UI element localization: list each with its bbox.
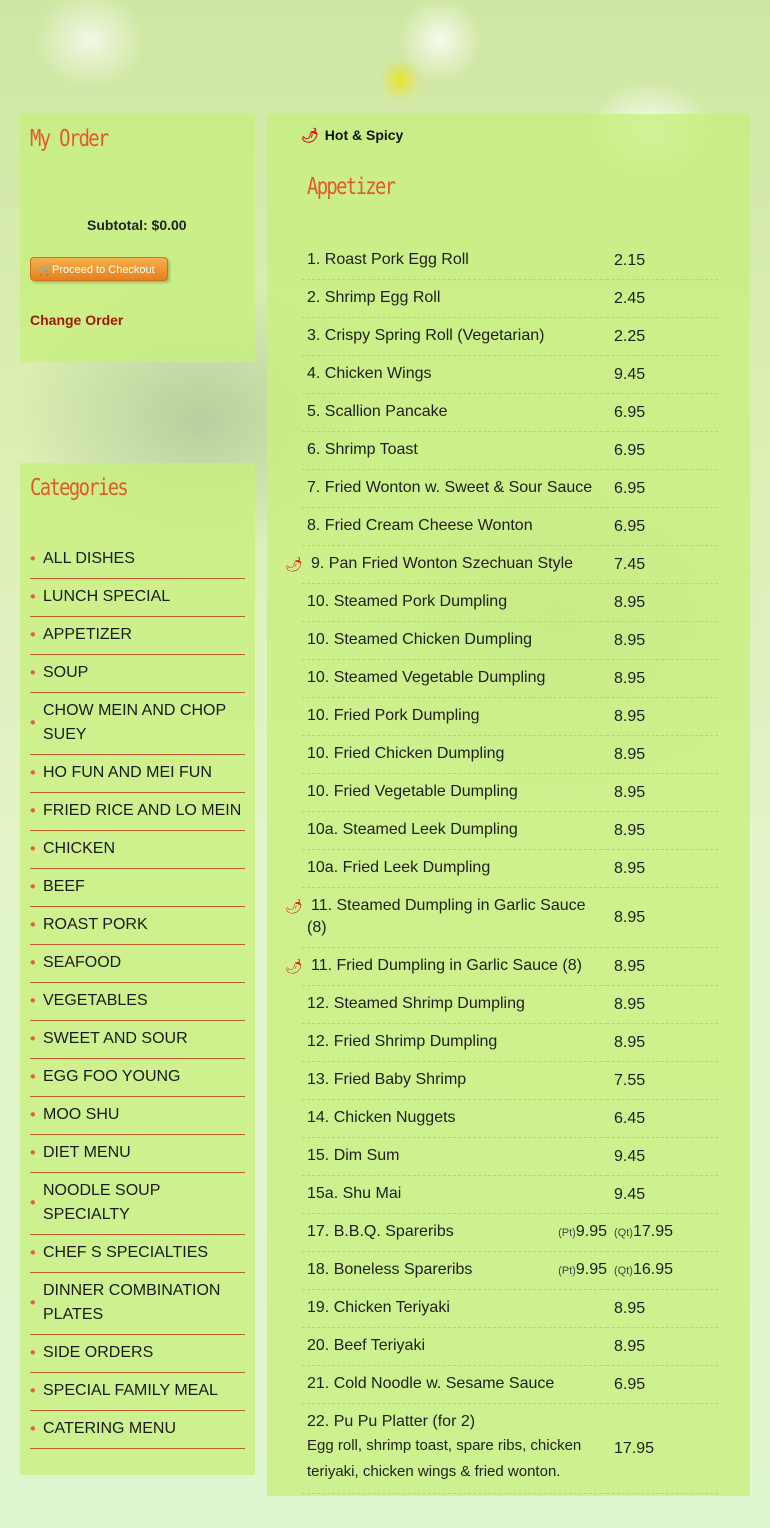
menu-item-price-cell (607, 1252, 718, 1290)
category-item[interactable]: • FRIED RICE AND LO MEIN (30, 793, 245, 831)
pint-price-value: 9.95 (575, 1261, 607, 1278)
menu-item-name-wrap (307, 629, 607, 651)
menu-item-name-cell (302, 736, 607, 774)
menu-item-name-cell (285, 546, 607, 584)
menu-item-price: 7.45 (614, 555, 646, 573)
menu-item-row[interactable] (302, 812, 718, 850)
menu-item-price: 17.95 (614, 1439, 655, 1457)
menu-item-price: 8.95 (614, 1337, 646, 1355)
menu-item-price: 8.95 (614, 957, 646, 975)
chili-pepper-icon: 🌶 (285, 556, 303, 572)
menu-item-price: 8.95 (614, 821, 646, 839)
menu-item-price: 8.95 (614, 669, 646, 687)
menu-item-price-cell (607, 318, 718, 356)
menu-item-price: 8.95 (614, 593, 646, 611)
menu-item-price-cell (607, 394, 718, 432)
category-item[interactable]: • CHEF S SPECIALTIES (30, 1235, 245, 1273)
menu-item-row[interactable] (302, 1100, 718, 1138)
menu-item-price-cell (607, 1328, 718, 1366)
menu-item-name: 2. Shrimp Egg Roll (307, 289, 441, 306)
hot-spicy-legend (301, 127, 403, 144)
menu-item-row[interactable] (302, 736, 718, 774)
menu-item-name: 6. Shrimp Toast (307, 441, 418, 458)
menu-item-name-cell (302, 850, 607, 888)
menu-item-name-cell (302, 584, 607, 622)
menu-item-price: 6.95 (614, 479, 646, 497)
menu-item-name: 20. Beef Teriyaki (307, 1337, 425, 1354)
menu-item-price: 8.95 (614, 1033, 646, 1051)
menu-item-price-cell (607, 508, 718, 546)
menu-item-price-cell (607, 432, 718, 470)
menu-item-price: 8.95 (614, 631, 646, 649)
menu-item-name-cell (302, 1404, 607, 1494)
menu-item-price-cell (607, 622, 718, 660)
menu-item-name-cell (302, 1024, 607, 1062)
menu-table (285, 242, 718, 1494)
menu-item-name: 10. Fried Chicken Dumpling (307, 745, 505, 762)
category-item[interactable]: • EGG FOO YOUNG (30, 1059, 245, 1097)
menu-panel (267, 114, 750, 1496)
menu-item-row[interactable] (302, 280, 718, 318)
menu-item-price-cell (607, 1404, 718, 1494)
quart-label: (Qt) (614, 1227, 633, 1239)
menu-item-name-wrap (307, 401, 607, 423)
menu-item-name-wrap (307, 1411, 607, 1485)
section-title: Appetizer (307, 174, 395, 200)
category-item[interactable]: • CHICKEN (30, 831, 245, 869)
category-item[interactable]: • NOODLE SOUP SPECIALTY (30, 1173, 245, 1235)
menu-item-name-cell (302, 1100, 607, 1138)
menu-item-name: 9. Pan Fried Wonton Szechuan Style (311, 555, 574, 572)
menu-item-price-cell (607, 850, 718, 888)
menu-item-price: 6.95 (614, 403, 646, 421)
category-item[interactable]: • DIET MENU (30, 1135, 245, 1173)
menu-item-name: 15a. Shu Mai (307, 1185, 402, 1202)
menu-item-name-wrap (285, 955, 607, 977)
category-item[interactable]: • ROAST PORK (30, 907, 245, 945)
category-item[interactable]: • MOO SHU (30, 1097, 245, 1135)
menu-item-price: 6.95 (614, 1375, 646, 1393)
menu-item-name-cell (302, 356, 607, 394)
menu-item-row[interactable] (302, 774, 718, 812)
menu-item-name: 5. Scallion Pancake (307, 403, 448, 420)
menu-item-price: 2.45 (614, 289, 646, 307)
category-item[interactable]: • VEGETABLES (30, 983, 245, 1021)
menu-item-row[interactable] (302, 508, 718, 546)
menu-item-price-cell (607, 584, 718, 622)
pint-price (558, 1259, 607, 1282)
menu-item-name-wrap (307, 1221, 607, 1243)
menu-item-name-wrap (285, 553, 607, 575)
menu-item-price-cell (607, 698, 718, 736)
menu-item-price-cell (607, 1366, 718, 1404)
menu-item-row[interactable] (302, 850, 718, 888)
category-item[interactable]: • DINNER COMBINATION PLATES (30, 1273, 245, 1335)
menu-item-name-cell (302, 432, 607, 470)
menu-item-price: 17.95 (632, 1223, 673, 1240)
menu-item-name-wrap (307, 477, 607, 499)
menu-item-name-cell (302, 660, 607, 698)
menu-item-name-wrap (307, 515, 607, 537)
menu-item-row[interactable] (302, 986, 718, 1024)
category-list (30, 541, 245, 1449)
menu-item-row[interactable] (302, 242, 718, 280)
menu-item-name-cell (302, 698, 607, 736)
menu-item-row[interactable] (302, 948, 718, 986)
menu-item-name-cell (302, 622, 607, 660)
category-item[interactable]: • LUNCH SPECIAL (30, 579, 245, 617)
proceed-to-checkout-button[interactable] (30, 257, 168, 281)
menu-item-name-wrap (307, 287, 607, 309)
menu-item-price: 16.95 (632, 1261, 673, 1278)
menu-item-price: 9.45 (614, 1185, 646, 1203)
menu-item-price: 8.95 (614, 859, 646, 877)
menu-item-price-cell (607, 1024, 718, 1062)
menu-item-row[interactable] (302, 1366, 718, 1404)
menu-item-price: 8.95 (614, 1299, 646, 1317)
chili-pepper-icon: 🌶 (301, 127, 319, 143)
menu-item-price-cell (607, 1290, 718, 1328)
category-item[interactable]: • BEEF (30, 869, 245, 907)
menu-item-name: 7. Fried Wonton w. Sweet & Sour Sauce (307, 479, 593, 496)
menu-item-description: Egg roll, shrimp toast, spare ribs, chicken teriyaki, chicken wings & fried wonton. (307, 1437, 582, 1480)
menu-item-price-cell (607, 1176, 718, 1214)
menu-item-price-cell (607, 948, 718, 986)
menu-item-name-cell (302, 242, 607, 280)
category-item[interactable]: • SEAFOOD (30, 945, 245, 983)
menu-item-price: 8.95 (614, 908, 646, 926)
menu-item-row[interactable] (302, 394, 718, 432)
menu-item-price-cell (607, 660, 718, 698)
menu-item-name-wrap (307, 1107, 607, 1129)
categories-panel (20, 463, 255, 1475)
menu-item-name: 21. Cold Noodle w. Sesame Sauce (307, 1375, 555, 1392)
legend-label: Hot & Spicy (324, 127, 404, 143)
menu-item-name-cell (302, 1366, 607, 1404)
menu-item-name-wrap (285, 895, 607, 939)
pint-price (558, 1221, 607, 1244)
menu-item-name-wrap (307, 1373, 607, 1395)
menu-item-row[interactable] (302, 1138, 718, 1176)
chili-pepper-icon: 🌶 (285, 958, 303, 974)
menu-item-name-cell (302, 470, 607, 508)
menu-item-name-cell (302, 1138, 607, 1176)
menu-item-name-wrap (307, 781, 607, 803)
pint-price-value: 9.95 (575, 1223, 607, 1240)
menu-item-name-cell (302, 508, 607, 546)
menu-item-price: 2.15 (614, 251, 646, 269)
menu-item-price: 6.95 (614, 517, 646, 535)
menu-item-name-cell (302, 812, 607, 850)
menu-item-name-wrap (307, 667, 607, 689)
menu-item-price: 2.25 (614, 327, 646, 345)
menu-item-name: 11. Steamed Dumpling in Garlic Sauce (8) (307, 897, 586, 936)
menu-item-name-wrap (307, 857, 607, 879)
menu-item-price-cell (607, 1214, 718, 1252)
menu-item-row[interactable] (302, 432, 718, 470)
menu-item-row[interactable] (302, 698, 718, 736)
category-item[interactable]: • ALL DISHES (30, 541, 245, 579)
menu-item-row[interactable] (302, 356, 718, 394)
menu-item-name-wrap (307, 705, 607, 727)
menu-item-name: 4. Chicken Wings (307, 365, 432, 382)
categories-title: Categories (30, 475, 128, 501)
menu-item-name-cell (285, 948, 607, 986)
menu-item-price-cell (607, 242, 718, 280)
menu-item-name: 8. Fried Cream Cheese Wonton (307, 517, 533, 534)
menu-item-name: 22. Pu Pu Platter (for 2) (307, 1413, 476, 1430)
menu-item-price-cell (607, 1138, 718, 1176)
pint-label: (Pt) (558, 1265, 576, 1277)
menu-item-name-cell (302, 1328, 607, 1366)
menu-item-name: 10. Steamed Vegetable Dumpling (307, 669, 546, 686)
chili-pepper-icon: 🌶 (285, 898, 303, 914)
menu-item-name-wrap (307, 1145, 607, 1167)
menu-item-row[interactable] (302, 660, 718, 698)
menu-item-name: 11. Fried Dumpling in Garlic Sauce (8) (311, 957, 582, 974)
menu-item-row[interactable] (302, 622, 718, 660)
menu-item-price: 8.95 (614, 783, 646, 801)
menu-item-price-cell (607, 812, 718, 850)
menu-item-row[interactable] (302, 1062, 718, 1100)
category-item[interactable]: • CHOW MEIN AND CHOP SUEY (30, 693, 245, 755)
menu-item-price: 9.45 (614, 365, 646, 383)
menu-item-name-cell (302, 774, 607, 812)
menu-item-price: 6.45 (614, 1109, 646, 1127)
category-item[interactable]: • APPETIZER (30, 617, 245, 655)
menu-item-price: 9.45 (614, 1147, 646, 1165)
menu-item-name: 15. Dim Sum (307, 1147, 400, 1164)
menu-item-name-wrap (307, 993, 607, 1015)
menu-item-row[interactable] (302, 1176, 718, 1214)
menu-item-name-wrap (307, 439, 607, 461)
menu-item-name-wrap (307, 591, 607, 613)
menu-item-name-wrap (307, 325, 607, 347)
cart-icon: 🛒 (39, 264, 53, 276)
category-item[interactable]: • CATERING MENU (30, 1411, 245, 1449)
menu-item-row[interactable] (302, 1252, 718, 1290)
menu-item-price-cell (607, 986, 718, 1024)
menu-item-name-wrap (307, 1183, 607, 1205)
menu-item-price-cell (607, 736, 718, 774)
change-order-link[interactable]: Change Order (30, 312, 124, 328)
menu-item-row[interactable] (302, 1328, 718, 1366)
menu-item-name-wrap (307, 249, 607, 271)
category-item[interactable]: • SOUP (30, 655, 245, 693)
menu-item-name-cell (285, 888, 607, 948)
menu-item-name: 10. Steamed Pork Dumpling (307, 593, 508, 610)
menu-item-row[interactable] (302, 888, 718, 948)
menu-item-price-cell (607, 1100, 718, 1138)
menu-item-name: 3. Crispy Spring Roll (Vegetarian) (307, 327, 545, 344)
menu-item-name-cell (302, 318, 607, 356)
checkout-label: Proceed to Checkout (52, 264, 155, 276)
category-item[interactable]: • SIDE ORDERS (30, 1335, 245, 1373)
menu-item-price-cell (607, 888, 718, 948)
subtotal-text: Subtotal: $0.00 (87, 217, 187, 233)
menu-item-name-wrap (307, 1335, 607, 1357)
menu-item-name-wrap (307, 1069, 607, 1091)
category-item[interactable]: • SWEET AND SOUR (30, 1021, 245, 1059)
menu-item-price-cell (607, 356, 718, 394)
menu-item-row[interactable] (302, 1214, 718, 1252)
menu-item-name-cell (302, 1176, 607, 1214)
menu-item-price: 7.55 (614, 1071, 646, 1089)
menu-item-row[interactable] (302, 1290, 718, 1328)
menu-item-name: 10a. Fried Leek Dumpling (307, 859, 491, 876)
menu-item-name: 13. Fried Baby Shrimp (307, 1071, 467, 1088)
pint-label: (Pt) (558, 1227, 576, 1239)
menu-item-price-cell (607, 470, 718, 508)
menu-item-name: 10. Steamed Chicken Dumpling (307, 631, 533, 648)
menu-item-name-wrap (307, 743, 607, 765)
menu-item-name-cell (302, 394, 607, 432)
menu-item-row[interactable] (302, 1404, 718, 1494)
menu-item-name-cell (302, 1290, 607, 1328)
menu-item-name: 14. Chicken Nuggets (307, 1109, 456, 1126)
menu-item-name: 12. Fried Shrimp Dumpling (307, 1033, 498, 1050)
menu-item-row[interactable] (302, 1024, 718, 1062)
menu-item-price-cell (607, 280, 718, 318)
menu-item-name-cell (302, 986, 607, 1024)
menu-item-name: 10a. Steamed Leek Dumpling (307, 821, 518, 838)
menu-item-name-wrap (307, 1297, 607, 1319)
quart-label: (Qt) (614, 1265, 633, 1277)
menu-item-name-wrap (307, 819, 607, 841)
menu-item-price: 8.95 (614, 745, 646, 763)
menu-item-price: 8.95 (614, 707, 646, 725)
menu-item-name: 19. Chicken Teriyaki (307, 1299, 450, 1316)
menu-item-row[interactable] (302, 318, 718, 356)
menu-item-row[interactable] (302, 546, 718, 584)
menu-item-name-wrap (307, 363, 607, 385)
menu-item-name: 12. Steamed Shrimp Dumpling (307, 995, 525, 1012)
menu-item-price: 6.95 (614, 441, 646, 459)
menu-item-name-cell (302, 1214, 607, 1252)
menu-item-name: 18. Boneless Spareribs (307, 1261, 473, 1278)
menu-item-row[interactable] (302, 584, 718, 622)
category-item[interactable]: • HO FUN AND MEI FUN (30, 755, 245, 793)
menu-item-name: 1. Roast Pork Egg Roll (307, 251, 469, 268)
menu-item-name-wrap (307, 1259, 607, 1281)
menu-item-name-cell (302, 1062, 607, 1100)
menu-item-price-cell (607, 1062, 718, 1100)
menu-item-row[interactable] (302, 470, 718, 508)
category-item[interactable]: • SPECIAL FAMILY MEAL (30, 1373, 245, 1411)
menu-item-price-cell (607, 546, 718, 584)
menu-item-name-cell (302, 280, 607, 318)
menu-item-name: 17. B.B.Q. Spareribs (307, 1223, 454, 1240)
menu-item-price-cell (607, 774, 718, 812)
my-order-panel (20, 114, 255, 362)
menu-item-name: 10. Fried Pork Dumpling (307, 707, 480, 724)
menu-item-price: 8.95 (614, 995, 646, 1013)
menu-item-name-wrap (307, 1031, 607, 1053)
my-order-title: My Order (30, 126, 108, 152)
menu-item-name-cell (302, 1252, 607, 1290)
menu-item-name: 10. Fried Vegetable Dumpling (307, 783, 518, 800)
